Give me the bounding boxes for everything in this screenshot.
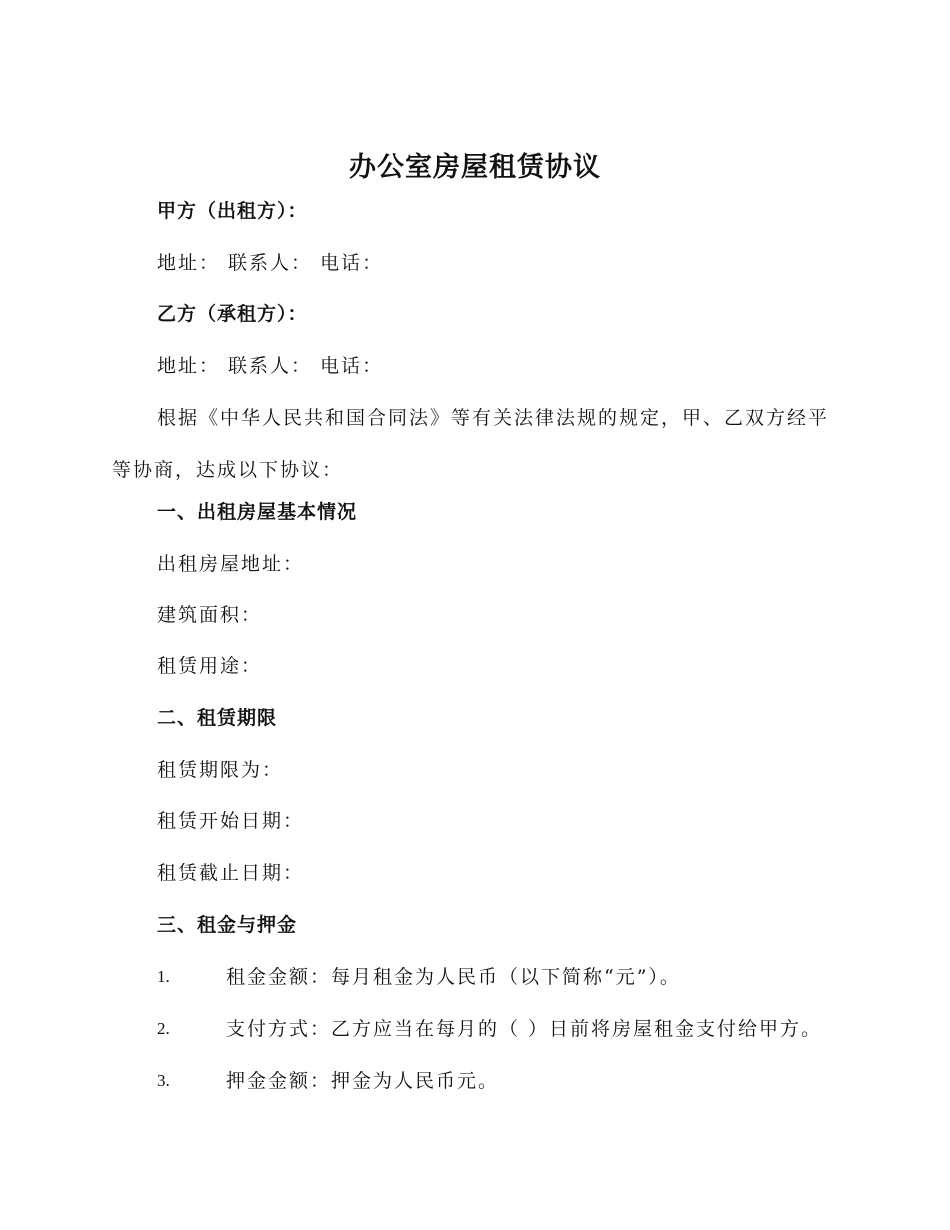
section1-area: 建筑面积： <box>157 604 263 626</box>
list-item-number: 1. <box>157 967 170 986</box>
party-b-info: 地址： 联系人： 电话： <box>157 355 384 377</box>
section2-start: 租赁开始日期： <box>157 810 305 832</box>
preamble-paragraph: 根据《中华人民共和国合同法》等有关法律法规的规定，甲、乙双方经平等协商，达成以下协议： <box>112 407 830 481</box>
list-item-text: 押金金额：押金为人民币元。 <box>226 1070 500 1092</box>
list-item-number: 2. <box>157 1019 170 1038</box>
list-item-text: 支付方式：乙方应当在每月的（ ）日前将房屋租金支付给甲方。 <box>226 1018 823 1040</box>
party-a-heading: 甲方（出租方）： <box>157 200 308 222</box>
section1-heading: 一、出租房屋基本情况 <box>157 501 358 523</box>
section3-heading: 三、租金与押金 <box>157 914 298 936</box>
section2-end: 租赁截止日期： <box>157 862 305 884</box>
section2-heading: 二、租赁期限 <box>157 707 278 729</box>
document-title: 办公室房屋租赁协议 <box>349 152 601 183</box>
list-item-text: 租金金额：每月租金为人民币（以下简称“元”）。 <box>226 966 681 988</box>
list-item-number: 3. <box>157 1071 170 1090</box>
section1-address: 出租房屋地址： <box>157 553 305 575</box>
party-a-info: 地址： 联系人： 电话： <box>157 252 384 274</box>
section1-use: 租赁用途： <box>157 655 263 677</box>
section2-term: 租赁期限为： <box>157 759 284 781</box>
party-b-heading: 乙方（承租方）： <box>157 303 308 325</box>
